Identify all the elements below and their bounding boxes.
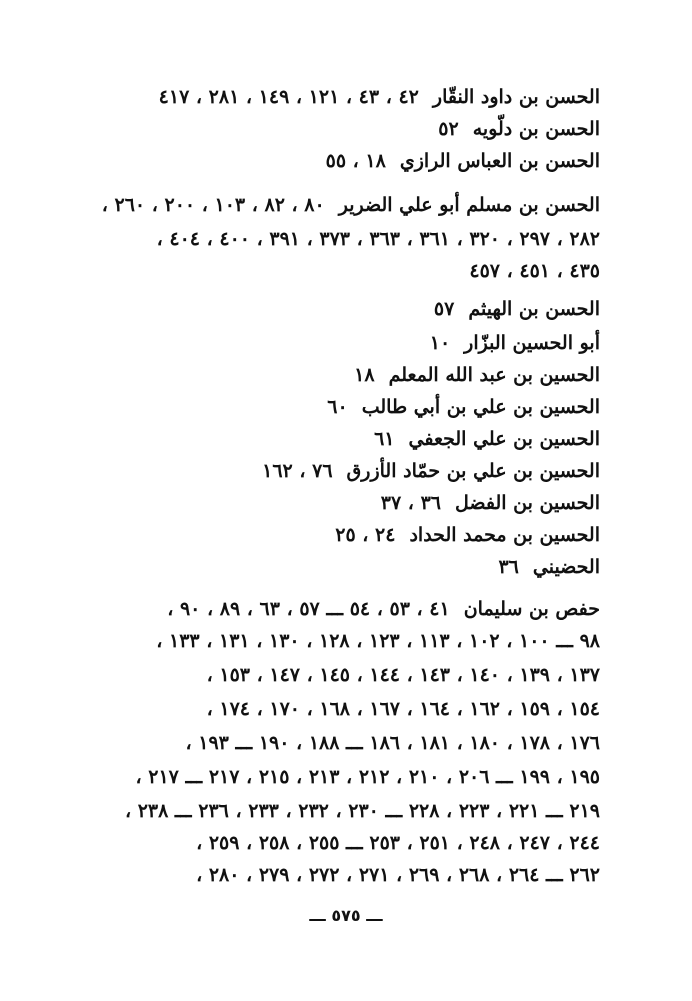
- entry-name: أبو الحسين البزّار: [464, 332, 600, 354]
- index-entry: [262, 458, 600, 484]
- entry-continuation: ١٥٤ ، ١٥٩ ، ١٦٢ ، ١٦٤ ، ١٦٧ ، ١٦٨ ، ١٧٠ ، ١٧٤ ،: [206, 698, 600, 720]
- index-entry: [102, 192, 600, 218]
- index-entry: [326, 148, 600, 174]
- entry-continuation: ٢٤٤ ، ٢٤٧ ، ٢٤٨ ، ٢٥١ ، ٢٥٣ ـــ ٢٥٥ ، ٢٥٨ ، ٢٥٩ ،: [196, 832, 600, 854]
- entry-continuation: ١٣٧ ، ١٣٩ ، ١٤٠ ، ١٤٣ ، ١٤٤ ، ١٤٥ ، ١٤٧ ، ١٥٣ ،: [206, 664, 600, 686]
- entry-page-refs: ٥٧: [433, 298, 455, 320]
- entry-continuation: ٢١٩ ـــ ٢٢١ ، ٢٢٣ ، ٢٢٨ ـــ ٢٣٠ ، ٢٣٢ ، ٢٣٣ ، ٢٣٦ ـــ ٢٣٨ ،: [124, 800, 600, 822]
- entry-continuation: ٩٨ ـــ ١٠٠ ، ١٠٢ ، ١١٣ ، ١٢٣ ، ١٢٨ ، ١٣٠ ، ١٣١ ، ١٣٣ ،: [156, 630, 600, 652]
- entry-page-refs: ٧٦ ، ١٦٢: [262, 460, 333, 482]
- entry-continuation: ١٧٦ ، ١٧٨ ، ١٨٠ ، ١٨١ ، ١٨٦ ـــ ١٨٨ ، ١٩٠ ـــ ١٩٣ ،: [185, 732, 600, 754]
- index-entry: [374, 426, 600, 452]
- entry-name: الحضيني: [532, 556, 600, 578]
- index-entry: [335, 522, 600, 548]
- index-entry: [327, 394, 600, 420]
- page-number: ـــ ٥٧٥ ـــ: [309, 906, 383, 925]
- index-entry: [381, 490, 600, 516]
- entry-page-refs: ١٠: [429, 332, 451, 354]
- entry-page-refs: ٦٠: [327, 396, 348, 418]
- entry-page-refs: ٤١ ، ٥٣ ، ٥٤ ـــ ٥٧ ، ٦٣ ، ٨٩ ، ٩٠ ،: [167, 598, 450, 620]
- entry-continuation: ٤٣٥ ، ٤٥١ ، ٤٥٧: [469, 260, 600, 282]
- entry-page-refs: ٨٠ ، ٨٢ ، ١٠٣ ، ٢٠٠ ، ٢٦٠ ،: [101, 194, 325, 216]
- index-entry: [434, 296, 600, 322]
- entry-name: الحسين بن علي بن أبي طالب: [361, 396, 600, 418]
- entry-name: الحسن بن داود النقّار: [432, 86, 600, 108]
- index-entry: [354, 362, 600, 388]
- entry-continuation: ١٩٥ ، ١٩٩ ـــ ٢٠٦ ، ٢١٠ ، ٢١٢ ، ٢١٣ ، ٢١٥ ، ٢١٧ ـــ ٢١٧ ،: [135, 766, 600, 788]
- entry-name: الحسين بن علي الجعفي: [408, 428, 600, 450]
- entry-page-refs: ١٨: [354, 364, 375, 386]
- entry-page-refs: ٣٦: [498, 556, 519, 578]
- entry-page-refs: ٤٢ ، ٤٣ ، ١٢١ ، ١٤٩ ، ٢٨١ ، ٤١٧: [158, 86, 419, 108]
- entry-page-refs: ٣٦ ، ٣٧: [380, 492, 441, 514]
- entry-name: الحسين بن محمد الحداد: [409, 524, 600, 546]
- entry-name: الحسن بن دلّويه: [472, 118, 600, 140]
- entry-name: حفص بن سليمان: [463, 598, 600, 620]
- index-entry: [167, 596, 600, 622]
- entry-page-refs: ٢٤ ، ٢٥: [335, 524, 396, 546]
- entry-name: الحسين بن الفضل: [454, 492, 600, 514]
- entry-name: الحسن بن العباس الرازي: [399, 150, 600, 172]
- index-entry: [430, 330, 600, 356]
- index-entry: [498, 554, 600, 580]
- index-entry: [159, 84, 600, 110]
- index-entry: [438, 116, 600, 142]
- entry-name: الحسين بن عبد الله المعلم: [388, 364, 600, 386]
- entry-name: الحسن بن مسلم أبو علي الضرير: [338, 194, 600, 216]
- entry-page-refs: ١٨ ، ٥٥: [325, 150, 386, 172]
- entry-name: الحسن بن الهيثم: [468, 298, 600, 320]
- entry-continuation: ٢٦٢ ـــ ٢٦٤ ، ٢٦٨ ، ٢٦٩ ، ٢٧١ ، ٢٧٢ ، ٢٧٩ ، ٢٨٠ ،: [196, 864, 600, 886]
- entry-name: الحسين بن علي بن حمّاد الأزرق: [346, 460, 600, 482]
- entry-continuation: ٢٨٢ ، ٢٩٧ ، ٣٢٠ ، ٣٦١ ، ٣٦٣ ، ٣٧٣ ، ٣٩١ ، ٤٠٠ ، ٤٠٤ ،: [156, 228, 600, 250]
- entry-page-refs: ٦١: [374, 428, 395, 450]
- entry-page-refs: ٥٢: [438, 118, 459, 140]
